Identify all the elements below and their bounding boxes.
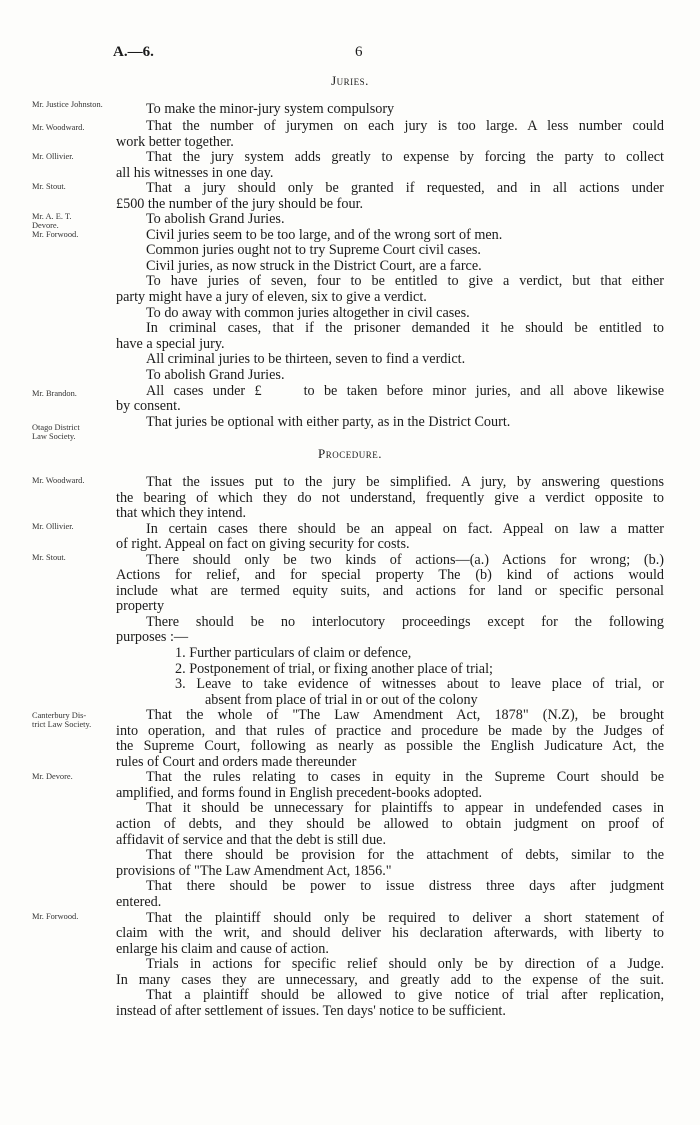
text-line: In criminal cases, that if the prisoner demanded it he should be entitled to <box>146 320 664 336</box>
text-line: That there should be power to issue distress three days after judgment <box>146 878 664 894</box>
text-line: amplified, and forms found in English precedent-books adopted. <box>116 785 483 801</box>
text-line: Trials in actions for specific relief should only be by direction of a Judge. <box>146 956 664 972</box>
list-item: 1. Further particulars of claim or defence, <box>175 645 412 661</box>
text-line: In many cases they are unnecessary, and greatly add to the expense of the suit. <box>116 972 664 988</box>
text-line: enlarge his claim and cause of action. <box>116 941 329 957</box>
text-line: the bearing of which they do not understand, frequently give a verdict opposite to <box>116 490 664 506</box>
margin-note: Devore. <box>32 221 59 230</box>
text-line: claim with the writ, and should deliver his declaration afterwards, with liberty to <box>116 925 664 941</box>
list-item: 2. Postponement of trial, or fixing another place of trial; <box>175 661 493 677</box>
text-line: That the number of jurymen on each jury is too large. A less number could <box>146 118 664 134</box>
text-line: work better together. <box>116 134 234 150</box>
margin-note: trict Law Society. <box>32 720 92 729</box>
margin-note: Mr. A. E. T. <box>32 212 72 221</box>
text-line: Civil juries seem to be too large, and of the wrong sort of men. <box>146 227 503 243</box>
text-line: affidavit of service and that the debt is still due. <box>116 832 387 848</box>
margin-note: Mr. Justice Johnston. <box>32 100 103 109</box>
text-line: that which they intend. <box>116 505 247 521</box>
margin-note: Canterbury Dis- <box>32 711 87 720</box>
text-line: All criminal juries to be thirteen, seven to find a verdict. <box>146 351 466 367</box>
text-line: entered. <box>116 894 162 910</box>
text-line: That the jury system adds greatly to expense by forcing the party to collect <box>146 149 664 165</box>
text-line: That the plaintiff should only be required to deliver a short statement of <box>146 910 664 926</box>
text-line: provisions of "The Law Amendment Act, 1856." <box>116 863 392 879</box>
text-line: To make the minor-jury system compulsory <box>146 101 395 117</box>
text-line: That it should be unnecessary for plaintiffs to appear in undefended cases in <box>146 800 664 816</box>
list-item: 3. Leave to take evidence of witnesses about to leave place of trial, or <box>175 676 664 692</box>
text-line: all his witnesses in one day. <box>116 165 274 181</box>
text-line: of right. Appeal on fact on giving security for costs. <box>116 536 410 552</box>
text-line: £500 the number of the jury should be four. <box>116 196 364 212</box>
text-line: There should only be two kinds of actions—(a.) Actions for wrong; (b.) <box>146 552 664 568</box>
text-line: In certain cases there should be an appeal on fact. Appeal on law a matter <box>146 521 664 537</box>
text-line: the Supreme Court, following as nearly as possible the English Judicature Act, the <box>116 738 664 754</box>
margin-note: Mr. Devore. <box>32 772 73 781</box>
text-line: To do away with common juries altogether in civil cases. <box>146 305 470 321</box>
text-line: That there should be provision for the attachment of debts, similar to the <box>146 847 664 863</box>
text-line: include what are termed equity suits, and actions for land or specific personal <box>116 583 664 599</box>
text-line: party might have a jury of eleven, six to give a verdict. <box>116 289 427 305</box>
text-line: There should be no interlocutory proceedings except for the following <box>146 614 664 630</box>
margin-note: Mr. Ollivier. <box>32 522 74 531</box>
text-line: Common juries ought not to try Supreme Court civil cases. <box>146 242 481 258</box>
section-heading-procedure: Procedure. <box>318 446 382 461</box>
page-number: 6 <box>355 44 363 60</box>
text-line: That the issues put to the jury be simplified. A jury, by answering questions <box>146 474 664 490</box>
section-heading-juries: Juries. <box>331 73 369 88</box>
text-line: That a plaintiff should be allowed to give notice of trial after replication, <box>146 987 664 1003</box>
text-line: All cases under £ to be taken before minor juries, and all above likewise <box>146 383 664 399</box>
margin-note: Law Society. <box>32 432 76 441</box>
text-line: action of debts, and they should be allowed to obtain judgment on proof of <box>116 816 664 832</box>
margin-note: Otago District <box>32 423 80 432</box>
margin-note: Mr. Woodward. <box>32 476 85 485</box>
margin-note: Mr. Woodward. <box>32 123 85 132</box>
margin-note: Mr. Stout. <box>32 553 66 562</box>
text-line: by consent. <box>116 398 181 414</box>
text-line: To have juries of seven, four to be entitled to give a verdict, but that either <box>146 273 664 289</box>
text-line: That a jury should only be granted if requested, and in all actions under <box>146 180 664 196</box>
text-line: To abolish Grand Juries. <box>146 211 285 227</box>
text-line: That juries be optional with either party, as in the District Court. <box>146 414 511 430</box>
margin-note: Mr. Ollivier. <box>32 152 74 161</box>
text-line: absent from place of trial in or out of the colony <box>205 692 478 708</box>
text-line: Actions for relief, and for special property The (b) kind of actions would <box>116 567 664 583</box>
text-line: Civil juries, as now struck in the District Court, are a farce. <box>146 258 482 274</box>
text-line: That the whole of "The Law Amendment Act, 1878" (N.Z), be brought <box>146 707 664 723</box>
text-line: That the rules relating to cases in equity in the Supreme Court should be <box>146 769 664 785</box>
text-line: have a special jury. <box>116 336 225 352</box>
text-line: into operation, and that rules of practice and procedure be made by the Judges of <box>116 723 664 739</box>
text-line: property <box>116 598 165 614</box>
margin-note: Mr. Stout. <box>32 182 66 191</box>
margin-note: Mr. Forwood. <box>32 230 79 239</box>
text-line: purposes :— <box>116 629 189 645</box>
text-line: To abolish Grand Juries. <box>146 367 285 383</box>
margin-note: Mr. Brandon. <box>32 389 77 398</box>
margin-note: Mr. Forwood. <box>32 912 79 921</box>
page-reference: A.—6. <box>113 44 154 60</box>
text-line: instead of after settlement of issues. Ten days' notice to be sufficient. <box>116 1003 506 1019</box>
text-line: rules of Court and orders made thereunder <box>116 754 357 770</box>
